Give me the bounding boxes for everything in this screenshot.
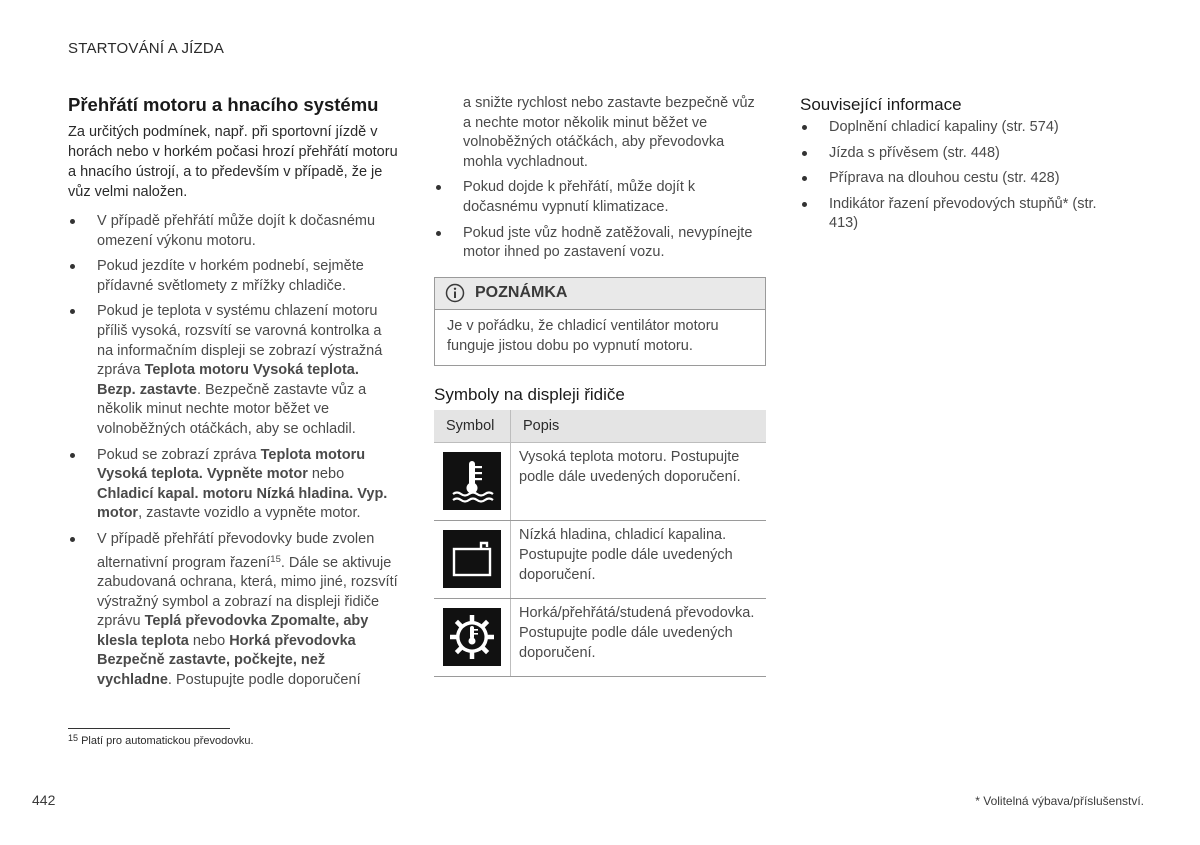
table-header-row: [434, 410, 766, 443]
list-item-text: , zastavte vozidlo a vypněte motor.: [138, 505, 361, 522]
list-item-text: Pokud je teplota v systému chlazení motoru příliš vysoká, rozsvítí se varovná kontrolka a na informačním displeji se zobrazí výstražná zpráva: [97, 303, 383, 379]
list-item-text: nebo: [307, 466, 345, 483]
list-item-text: . Bezpečně zastavte vůz a několik minut nechte motor běžet ve volnoběžných otáčkách, aby se ochladil.: [97, 381, 367, 437]
coolant-level-icon: [443, 530, 501, 588]
transmission-temperature-icon: [443, 608, 501, 666]
list-item-text: V případě přehřátí může dojít k dočasnému omezení výkonu motoru.: [97, 213, 376, 249]
list-item: [68, 212, 400, 251]
related-link[interactable]: Indikátor řazení převodových stupňů* (str. 413): [800, 195, 1100, 234]
list-item: Pokud dojde k přehřátí, může dojít k dočasnému vypnutí klimatizace.: [434, 178, 766, 217]
note-title: POZNÁMKA: [475, 284, 568, 302]
note-body: Je v pořádku, že chladicí ventilátor motoru funguje jistou dobu po vypnutí motoru.: [447, 317, 719, 354]
list-item: Pokud jste vůz hodně zatěžovali, nevypínejte motor ihned po zastavení vozu.: [434, 224, 766, 263]
list-item-text: . Postupujte podle doporučení: [167, 672, 361, 689]
footnote-number: 15: [68, 733, 79, 743]
section-header: STARTOVÁNÍ A JÍZDA: [68, 40, 225, 57]
related-links-list: [800, 118, 1100, 234]
table-row: [434, 442, 766, 520]
column-middle: [434, 94, 766, 677]
related-heading: Související informace: [800, 95, 962, 114]
table-cell-description: Vysoká teplota motoru. Postupujte podle dále uvedených doporučení.: [511, 442, 767, 520]
display-message: Teplota motoru Vysoká teplota. Vypněte motor: [97, 446, 366, 483]
intro-paragraph: Za určitých podmínek, např. při sportovní jízdě v horách nebo v horkém počasi hrozí přehřátí motoru a hnacího ústrojí, a to především v případě, že je vůz velmi naložen.: [68, 124, 398, 200]
footnote-text: Platí pro automatickou převodovku.: [81, 735, 254, 747]
column-header-symbol: Symbol: [434, 410, 511, 443]
continued-paragraph: a snižte rychlost nebo zastavte bezpečně vůz a nechte motor několik minut běžet ve volnoběžných otáčkách, aby převodovka mohla vychladnout.: [463, 95, 755, 170]
display-message: Chladicí kapal. motoru Nízká hladina. Vyp. motor: [97, 485, 388, 522]
footnote-divider: [68, 728, 230, 729]
list-item-text: Pokud jezdíte v horkém podnebí, sejměte přídavné světlomety z mřížky chladiče.: [97, 258, 364, 294]
display-message: Teplá převodovka Zpomalte, aby klesla teplota: [97, 613, 369, 649]
related-link[interactable]: Jízda s přívěsem (str. 448): [800, 144, 1100, 164]
list-item-text: Pokud se zobrazí zpráva: [97, 446, 261, 463]
column-related: [800, 94, 1100, 240]
bullet-list-main: [68, 212, 400, 691]
section-title: Přehřátí motoru a hnacího systému: [68, 94, 379, 115]
bullet-list-middle: [434, 178, 766, 262]
column-header-description: Popis: [511, 410, 767, 443]
list-item: [68, 257, 400, 296]
list-item: [68, 446, 400, 524]
symbols-heading: Symboly na displeji řidiče: [434, 384, 625, 404]
list-item: [68, 302, 400, 439]
list-item-text: V případě přehřátí převodovky bude zvolen alternativní program řazení: [97, 530, 375, 571]
symbols-table: [434, 410, 766, 677]
note-box: [434, 277, 766, 366]
list-item-text: nebo: [188, 632, 230, 649]
list-item-text: . Dále se aktivuje zabudovaná ochrana, která, mimo jiné, rozsvítí výstražný symbol a zobrazí na displeji řidiče zprávu: [97, 554, 398, 630]
display-message: Horká převodovka Bezpečně zastavte, počkejte, než vychladne: [97, 632, 356, 689]
column-main: [68, 94, 400, 697]
table-cell-description: Nízká hladina, chladicí kapalina. Postupujte podle dále uvedených doporučení.: [511, 520, 767, 598]
related-link[interactable]: Příprava na dlouhou cestu (str. 428): [800, 169, 1100, 189]
table-row: [434, 598, 766, 676]
display-message: Teplota motoru Vysoká teplota. Bezp. zastavte: [97, 362, 359, 398]
table-cell-description: Horká/přehřátá/studená převodovka. Postupujte podle dále uvedených doporučení.: [511, 598, 767, 676]
related-link[interactable]: Doplnění chladicí kapaliny (str. 574): [800, 118, 1100, 138]
note-header: [435, 278, 765, 310]
info-icon: [445, 283, 465, 303]
table-row: [434, 520, 766, 598]
page-number: 442: [32, 792, 56, 808]
footnote: [68, 733, 254, 747]
optional-equipment-note: * Volitelná výbava/příslušenství.: [975, 794, 1144, 808]
list-item: [68, 530, 400, 691]
coolant-temperature-icon: [443, 452, 501, 510]
footnote-reference[interactable]: 15: [270, 553, 281, 565]
